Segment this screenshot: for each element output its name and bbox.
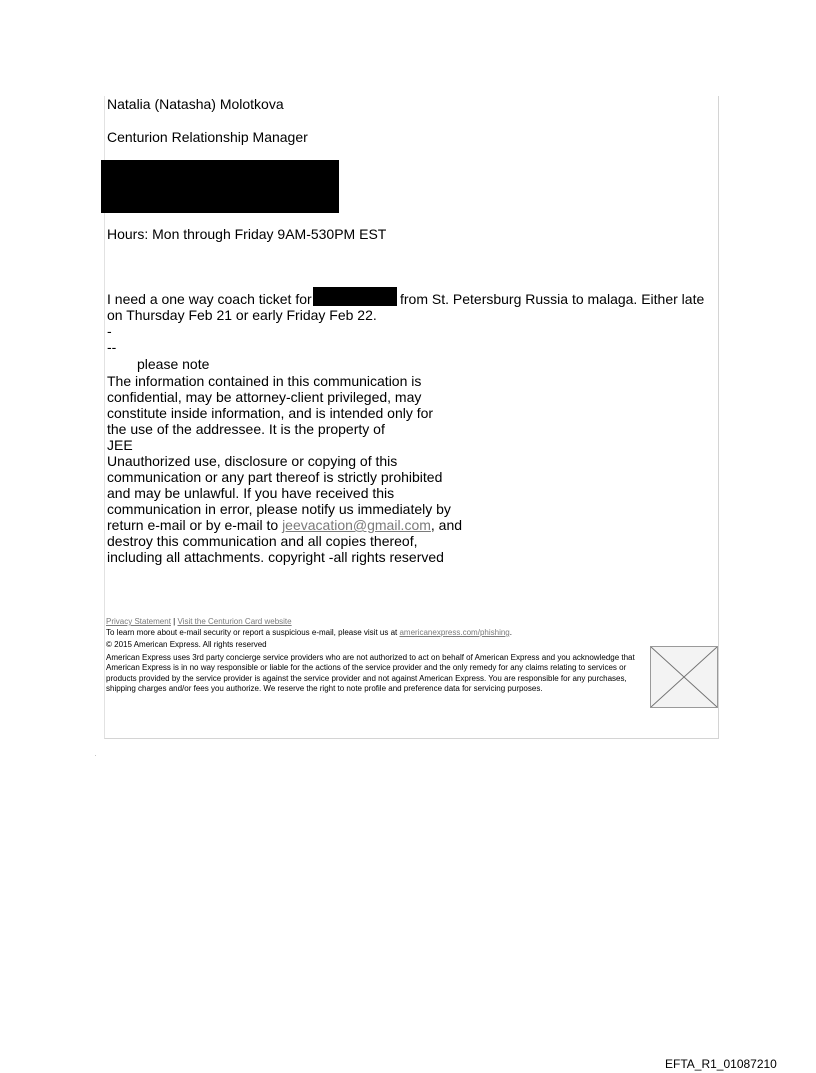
stray-mark: . xyxy=(95,752,97,758)
disclaimer-line: and may be unlawful. If you have received this xyxy=(107,485,395,501)
redacted-name xyxy=(313,287,397,306)
disclaimer-line: the use of the addressee. It is the property of xyxy=(107,421,385,437)
security-prefix: To learn more about e-mail security or report a suspicious e-mail, please visit us at xyxy=(106,628,400,637)
redaction-block xyxy=(101,160,339,213)
sender-role: Centurion Relationship Manager xyxy=(107,129,308,145)
disclaimer-line: Unauthorized use, disclosure or copying of this xyxy=(107,453,398,469)
disclaimer-line: JEE xyxy=(107,437,133,453)
disclaimer-return-line xyxy=(107,517,462,533)
broken-image-icon xyxy=(650,646,718,708)
phishing-link[interactable]: americanexpress.com/phishing xyxy=(399,628,510,637)
privacy-statement-link[interactable]: Privacy Statement xyxy=(106,617,171,626)
centurion-website-link[interactable]: Visit the Centurion Card website xyxy=(177,617,292,626)
security-suffix: . xyxy=(509,628,512,637)
contact-email-link[interactable]: jeevacation@gmail.com xyxy=(282,517,431,533)
return-prefix: return e-mail or by e-mail to xyxy=(107,517,283,533)
disclaimer-line: confidential, may be attorney-client privileged, may xyxy=(107,389,422,405)
disclaimer-heading: please note xyxy=(137,356,210,372)
amex-footer-links xyxy=(106,617,292,627)
request-text-line2: on Thursday Feb 21 or early Friday Feb 22. xyxy=(107,307,377,323)
disclaimer-line: constitute inside information, and is intended only for xyxy=(107,405,434,421)
disclaimer-line: including all attachments. copyright -all rights reserved xyxy=(107,549,444,565)
document-id: EFTA_R1_01087210 xyxy=(665,1057,777,1071)
disclaimer-line: communication in error, please notify us immediately by xyxy=(107,501,451,517)
signature-separator: -- xyxy=(107,339,117,355)
link-separator: | xyxy=(173,617,176,626)
request-text-end: from St. Petersburg Russia to malaga. Either late xyxy=(400,291,705,307)
disclaimer-line: The information contained in this communication is xyxy=(107,373,422,389)
amex-legal-notice xyxy=(106,653,654,694)
office-hours: Hours: Mon through Friday 9AM-530PM EST xyxy=(107,226,387,242)
sender-name: Natalia (Natasha) Molotkova xyxy=(107,96,284,112)
disclaimer-line: communication or any part thereof is strictly prohibited xyxy=(107,469,443,485)
amex-copyright: © 2015 American Express. All rights reserved xyxy=(106,640,267,649)
return-suffix: , and xyxy=(430,517,463,533)
request-text-start: I need a one way coach ticket for xyxy=(107,291,312,307)
broken-image-cross xyxy=(651,647,717,707)
disclaimer-line: destroy this communication and all copies thereof, xyxy=(107,533,418,549)
amex-legal-text: American Express uses 3rd party concierge service providers who are not authorized to act on behalf of American Express and you acknowledge that American Express is in no way responsible or liable for the actions of the service provider and the only remedy for any claims relating to services or products provided by the service provider is against the service provider and not against American Express. You are responsible for any purchases, shipping charges and/or fees you authorize. We reserve the right to note profile and preference data for servicing purposes. xyxy=(106,653,635,693)
dash-separator: - xyxy=(107,323,112,339)
security-notice xyxy=(106,628,512,638)
